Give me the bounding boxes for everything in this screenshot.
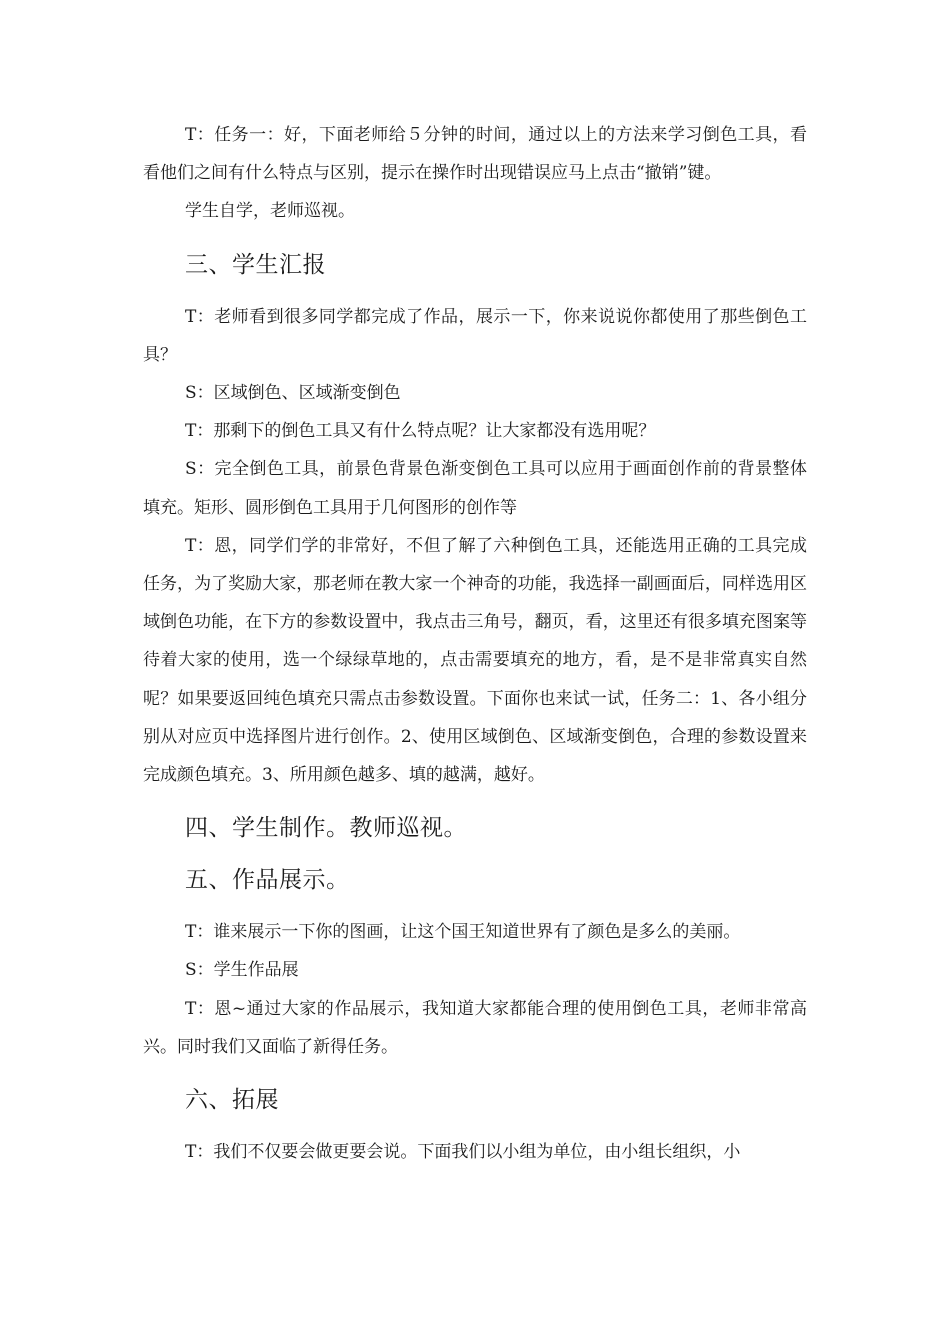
paragraph-teacher-praise: T：恩~通过大家的作品展示，我知道大家都能合理的使用倒色工具，老师非常高兴。同时我们又面临了新得任务。	[143, 998, 807, 1057]
paragraph-task-two: T：恩，同学们学的非常好，不但了解了六种倒色工具，还能选用正确的工具完成任务，为了奖励大家，那老师在教大家一个神奇的功能，我选择一副画面后，同样选用区域倒色功能，在下方的参数设置中，我点击三角号，翻页，看，这里还有很多填充图案等待着大家的使用，选一个绿绿草地的，点击需要填充的地方，看，是不是非常真实自然呢？如果要返回纯色填充只需点击参数设置。下面你也来试一试，任务二：1、各小组分别从对应页中选择图片进行创作。2、使用区域倒色、区域渐变倒色，合理的参数设置来完成颜色填充。3、所用颜色越多、填的越满，越好。	[143, 535, 807, 786]
paragraph-student-showcase: S：学生作品展	[185, 960, 299, 981]
paragraph-self-study: 学生自学，老师巡视。	[185, 201, 355, 222]
section-heading-student-report: 三、学生汇报	[185, 251, 326, 278]
document-body	[143, 116, 807, 1171]
section-heading-student-work: 四、学生制作。教师巡视。	[185, 815, 467, 842]
paragraph-teacher-followup: T：那剩下的倒色工具又有什么特点呢？让大家都没有选用呢？	[185, 421, 656, 442]
section-heading-extension: 六、拓展	[185, 1087, 279, 1114]
paragraph-student-answer: S：区域倒色、区域渐变倒色	[185, 383, 401, 404]
paragraph-task-one: T：任务一：好，下面老师给５分钟的时间，通过以上的方法来学习倒色工具，看看他们之间有什么特点与区别，提示在操作时出现错误应马上点击“撤销”键。	[143, 125, 807, 184]
paragraph-teacher-question: T：老师看到很多同学都完成了作品，展示一下，你来说说你都使用了那些倒色工具？	[143, 306, 807, 365]
paragraph-showcase-prompt: T：谁来展示一下你的图画，让这个国王知道世界有了颜色是多么的美丽。	[185, 922, 741, 943]
paragraph-student-explanation: S：完全倒色工具，前景色背景色渐变倒色工具可以应用于画面创作前的背景整体填充。矩形、圆形倒色工具用于几何图形的创作等	[143, 459, 807, 518]
section-heading-showcase: 五、作品展示。	[185, 867, 350, 894]
paragraph-extension: T：我们不仅要会做更要会说。下面我们以小组为单位，由小组长组织，小	[185, 1142, 741, 1163]
